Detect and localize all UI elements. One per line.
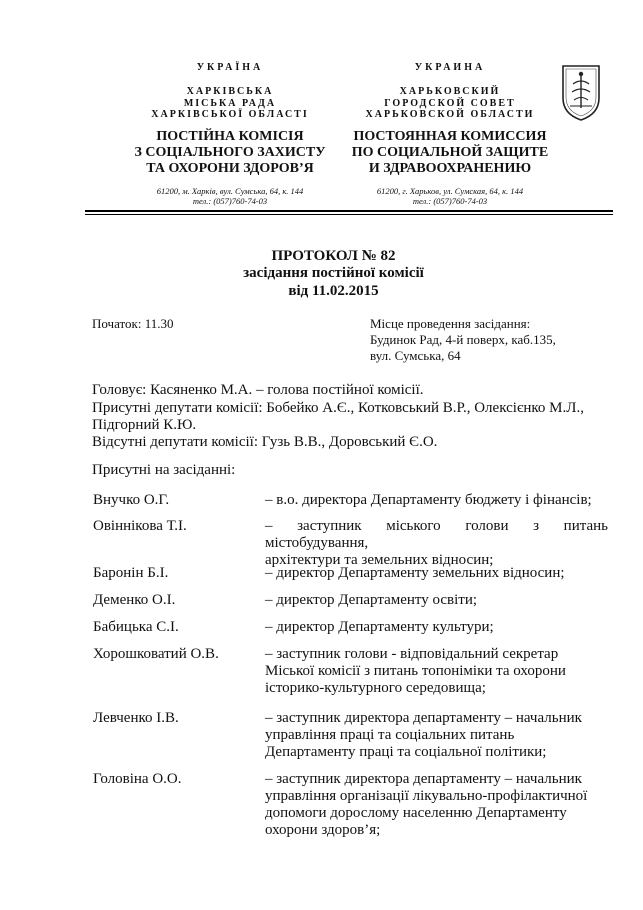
header-ua-council-line: ХАРКІВСЬКОЇ ОБЛАСТІ	[151, 109, 309, 120]
attendee-role	[265, 565, 608, 582]
attendee-role-line: охорони здоров’я;	[265, 822, 381, 838]
meeting-place	[370, 316, 556, 364]
header-divider-thin	[85, 214, 613, 215]
attendee-role-line: – заступник директора департаменту – начальник	[265, 710, 582, 726]
attendee-name: Баронін Б.І.	[93, 565, 169, 581]
header-ua-address-line: тел.: (057)760-74-03	[192, 195, 268, 206]
attendee-role	[265, 592, 608, 609]
attendee-role-line: – директор Департаменту культури;	[265, 619, 494, 635]
city-emblem-icon	[560, 62, 602, 122]
attendee-role-line: управління організації лікувально-профілактичної	[265, 788, 588, 804]
present-heading: Присутні на засіданні:	[92, 462, 236, 478]
attendee-role	[265, 619, 608, 636]
present-deputies-line: Присутні депутати комісії: Бобейко А.Є., Котковський В.Р., Олексієнко М.Л.,	[92, 400, 584, 416]
header-ru-address-line: тел.: (057)760-74-03	[412, 195, 488, 206]
attendee-name: Левченко І.В.	[93, 710, 179, 726]
header-ru-country: УКРАИНА	[414, 62, 486, 73]
header-ua-council-line: МІСЬКА РАДА	[183, 97, 277, 109]
attendee-role-line: – заступник директора департаменту – начальник	[265, 771, 582, 787]
header-ua-council	[125, 86, 335, 121]
attendee-role	[265, 518, 608, 569]
attendee-role-line: Департаменту праці та соціальної політики;	[265, 744, 547, 760]
attendee-role-line: – заступник голови - відповідальний секретар	[265, 646, 559, 662]
header-ua-address	[125, 186, 335, 206]
attendee-role-line: – в.о. директора Департаменту бюджету і фінансів;	[265, 492, 592, 508]
header-ua-commission-line: ТА ОХОРОНИ ЗДОРОВ’Я	[146, 160, 314, 176]
header-ru-council	[330, 86, 570, 121]
meeting-place-line: Будинок Рад, 4-й поверх, каб.135,	[370, 332, 556, 347]
header-ru-council-line: ГОРОДСКОЙ СОВЕТ	[384, 97, 516, 109]
attendee-role	[265, 771, 608, 839]
attendee-role	[265, 646, 608, 697]
header-ru-address-line: 61200, г. Харьков, ул. Сумская, 64, к. 144	[376, 185, 524, 196]
header-ua-country: УКРАЇНА	[196, 62, 264, 73]
header-ru-commission-line: ПО СОЦИАЛЬНОЙ ЗАЩИТЕ	[351, 144, 549, 160]
header-ru-council-line: ХАРЬКОВСКИЙ	[399, 86, 501, 97]
attendee-role-line: історико-культурного середовища;	[265, 680, 486, 696]
meeting-start: Початок: 11.30	[92, 316, 174, 331]
header-ru-commission-line: ПОСТОЯННАЯ КОМИССИЯ	[353, 128, 547, 144]
header-ua-commission-line: З СОЦІАЛЬНОГО ЗАХИСТУ	[134, 144, 326, 160]
header-ru	[330, 62, 570, 206]
attendee-role-line: – заступник міського голови з питань містобудування,	[265, 518, 608, 551]
attendee-name: Овіннікова Т.І.	[93, 518, 187, 534]
attendee-name: Хорошковатий О.В.	[93, 646, 219, 662]
header-ru-address	[330, 186, 570, 206]
header-ru-commission	[330, 129, 570, 177]
attendee-role-line: архітектури та земельних відносин;	[265, 552, 494, 568]
chair-line: Головує: Касяненко М.А. – голова постійної комісії.	[92, 382, 424, 398]
present-deputies	[92, 400, 612, 434]
header-ru-council-line: ХАРЬКОВСКОЙ ОБЛАСТИ	[365, 109, 535, 120]
meeting-place-line: Місце проведення засідання:	[370, 316, 531, 331]
header-ua	[125, 62, 335, 206]
header-divider	[85, 210, 613, 212]
header-ua-address-line: 61200, м. Харків, вул. Сумська, 64, к. 144	[156, 185, 304, 196]
attendee-role	[265, 710, 608, 761]
header-ua-commission-line: ПОСТІЙНА КОМІСІЯ	[156, 128, 304, 144]
meeting-place-line: вул. Сумська, 64	[370, 348, 461, 363]
header-ua-commission	[125, 129, 335, 177]
attendee-name: Деменко О.І.	[93, 592, 176, 608]
attendee-role	[265, 492, 608, 509]
attendee-role-line: допомоги дорослому населенню Департаменту	[265, 805, 567, 821]
header-ua-council-line: ХАРКІВСЬКА	[186, 86, 274, 97]
attendee-role-line: Міської комісії з питань топоніміки та охорони	[265, 663, 566, 679]
attendee-name: Головіна О.О.	[93, 771, 182, 787]
attendee-name: Внучко О.Г.	[93, 492, 170, 508]
present-deputies-line: Підгорний К.Ю.	[92, 417, 197, 433]
absent-deputies: Відсутні депутати комісії: Гузь В.В., Доровський Є.О.	[92, 434, 438, 450]
attendee-role-line: управління праці та соціальних питань	[265, 727, 515, 743]
protocol-title: ПРОТОКОЛ № 82	[271, 248, 396, 264]
protocol-subtitle: засідання постійної комісії	[243, 265, 424, 281]
protocol-date: від 11.02.2015	[288, 283, 379, 299]
header-ru-commission-line: И ЗДРАВООХРАНЕНИЮ	[368, 160, 532, 176]
attendee-role-line: – директор Департаменту освіти;	[265, 592, 478, 608]
attendee-name: Бабицька С.І.	[93, 619, 179, 635]
attendee-role-line: – директор Департаменту земельних відносин;	[265, 565, 565, 581]
